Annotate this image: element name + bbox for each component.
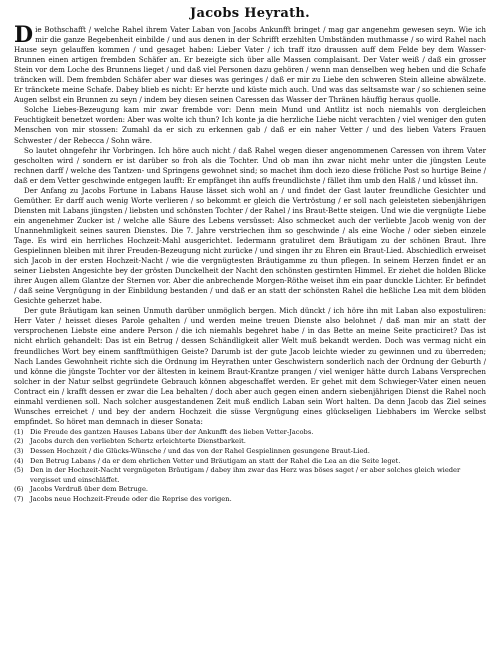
- list-item: [14, 495, 486, 505]
- list-item: [14, 447, 486, 457]
- list-item-text: Die Freude des gantzen Hauses Labans über der Ankunfft des lieben Vetter-Jacobs.: [30, 427, 314, 436]
- page-title: Jacobs Heyrath.: [190, 6, 310, 21]
- list-item: [14, 466, 486, 485]
- paragraph-4: Der Anfang zu Jacobs Fortune in Labans Hause lässet sich wohl an / und findet der Gast lauter freundliche Gesichter und Gemüther. Er darff auch wenig Worte verlieren / so bekommt er gleich die Vertröstung / er soll nach geleisteten siebenjährigen Diensten mit Labans jüngsten / liebsten und schönsten Tochter / der Rahel / ins Braut-Bette steigen. Und wie die vergnügte Liebe ein angenehmer Zucker ist / welche alle Säure des Lebens versüsset: Also schmecket auch der verliebte Jacob wenig von der Unannehmligkeit seines sauren Dienstes. Die 7. Jahre verstriechen ihm so geschwinde / als eine Woche / oder sieben einzele Tage. Es wird ein herrliches Hochzeit-Mahl ausgerichtet. Iedermann gratuliret dem Bräutigam zu der schönen Braut. Ihre Gespielinnen bleiben mit ihrer Freuden-Bezeugung nicht zurücke / und singen ihr zu Ehren ein Braut-Lied. Abschiedlich erweiset sich Jacob in der ersten Hochzeit-Nacht / wie die vergnügtesten Bräutigamme zu thun pflegen. In seinem Herzen findet er an seiner Liebsten Angesichte bey der grösten Dunckelheit der Nacht den schönsten gestirnten Himmel. Er ziehet die holden Blicke ihrer Augen allem Glantze der Sternen vor. Aber die anbrechende Morgen-Röthe weiset ihm ein paar dunckle Lichter. Er befindet / daß seine Vergnügung in der Einbildung bestanden / und daß er an statt der schönsten Rahel die heßliche Lea mit dem blöden Gesichte geherzet habe.: [14, 185, 486, 306]
- list-item-text: Jacobs durch den verliebten Schertz erleichterte Dienstbarkeit.: [30, 437, 246, 446]
- list-item: [14, 457, 486, 467]
- list-item-text: Den Betrug Labans / da er dem ehrlichen Vetter und Bräutigam an statt der Rahel die Lea an die Seite leget.: [30, 456, 401, 465]
- list-item-text: Den in der Hochzeit-Nacht vergnügeten Bräutigam / dabey ihm zwar das Herz was böses saget / er aber solches gleich wieder vergisset und einschläffet.: [30, 466, 461, 484]
- list-item-number: (1): [14, 427, 24, 436]
- list-item-number: (6): [14, 485, 24, 494]
- sonata-list: [14, 428, 486, 505]
- paragraph-5: Der gute Bräutigam kan seinen Unmuth darüber unmöglich bergen. Mich dünckt / ich höre ihn mit Laban also expostuliren: Herr Vater / heisset dieses Parole gehalten / und werden meine treuen Dienste also belohnet / daß man mir an statt der versprochenen Liebste eine andere Person / die ich niemahls begehret habe / in das Bette an meine Seite practiciret? Das ist nicht ehrlich gehandelt: Das ist ein Betrug / dessen Schändligkeit aller Welt muß bekandt werden. Doch was vermag nicht ein freundliches Wort bey einem sanfftmüthigen Geiste? Darumb ist der gute Jacob leichte wieder zu gewinnen und zu überreden; Nach Landes Gewohnheit richte sich die Ordnung im Heyrathen unter Geschwistern sonderlich nach der Ordnung der Geburth / und könne die jüngste Tochter vor der ältesten in keinem Braut-Krantze prangen / viel weniger hätte durch Labans Versprechen solcher in der Natur selbst gegründete Gebrauch können abgeschaffet werden. Er gehet mit dem Schwieger-Vater einen neuen Contract ein / krafft dessen er zwar die Lea behalten / doch aber auch gegen einen andern siebenjährigen Dienst die Rahel noch einmahl verdienen soll. Nach solcher ausgestandenen Zeit muß endlich Laban sein Wort halten. Da denn Jacob das Ziel seines Wunsches erreichet / und bey der andern Hochzeit die süsse Vergnügung eines glückseligen Liebhabers im Wercke selbst empfindet. So höret man demnach in dieser Sonata:: [14, 306, 486, 426]
- paragraph-2: Solche Liebes-Bezeugung kam mir zwar frembde vor: Denn mein Mund und Antlitz ist noch niemahls von dergleichen Feuchtigkeit benetzet worden: Aber was wolte ich thun? Ich konte ja die herzliche Liebe nicht verachten / viel weniger den guten Menschen von mir stossen: Zumahl da er sich zu erkennen gab / daß er ein naher Vetter / und des lieben Vaters Frauen Schwester / der Rebecca / Sohn wäre.: [14, 105, 486, 145]
- list-item-text: Jacobs neue Hochzeit-Freude oder die Reprise des vorigen.: [30, 495, 232, 504]
- list-item: [14, 485, 486, 495]
- list-item: [14, 428, 486, 438]
- list-item-number: (5): [14, 466, 24, 475]
- list-item: [14, 437, 486, 447]
- list-item-number: (2): [14, 437, 24, 446]
- paragraph-3: So lautet ohngefehr ihr Vorbringen. Ich höre auch nicht / daß Rahel wegen dieser angenommenen Caressen von ihrem Vater gescholten wird / sondern er ist darüber so froh als die Tochter. Und ob man ihn zwar nicht mehr unter die jüngsten Leute rechnen darff / welche des Tantzen- und Springens gewohnet sind; so machet ihm doch iezo diese fröliche Post so hurtige Beine / daß er dem Vetter geschwinde entgegen laufft: Er empfänget ihn auffs freundlichste / fället ihm umb den Halß / und küsset ihn.: [14, 145, 486, 185]
- paragraph-1-text: ie Bothschafft / welche Rahel ihrem Vater Laban von Jacobs Ankunfft bringet / mag gar angenehm gewesen seyn. Wie ich mir die ganze Begebenheit einbilde / und aus denen in der Schrifft erzehlten Umbständen muthmasse / so wird Rahel nach Hause seyn gelauffen kommen / und gesaget haben: Lieber Vater / ich traff itzo draussen auff dem Felde bey dem Wasser-Brunnen einen artigen frembden Schäfer an. Er bezeigte sich über alle Massen complaisant. Der Vater weiß / daß ein grosser Stein vor dem Loche des Brunnens lieget / und daß viel Personen dazu gehören / wenn man denselben weg heben und die Schafe träncken will. Dem frembden Schäfer aber war dieses was geringes / daß er mir zu Liebe den schweren Stein alleine abwälzete. Er tränckete meine Schafe. Dabey blieb es nicht: Er herzte und küste mich auch. Und was das seltsamste war / so schienen seine Augen selbst ein Brunnen zu seyn / indem bey diesen seinen Caressen das Wasser der Thränen häuffig heraus quolle.: [14, 25, 486, 105]
- paragraph-1: [14, 22, 486, 105]
- list-item-number: (3): [14, 447, 24, 456]
- list-item-text: Dessen Hochzeit / die Glücks-Wünsche / und das von der Rahel Gespielinnen gesungene Braut-Lied.: [30, 447, 370, 456]
- drop-cap-letter: D: [14, 22, 34, 48]
- list-item-number: (7): [14, 495, 24, 504]
- list-item-text: Jacobs Verdruß über dem Betruge.: [30, 485, 149, 494]
- list-item-number: (4): [14, 456, 24, 465]
